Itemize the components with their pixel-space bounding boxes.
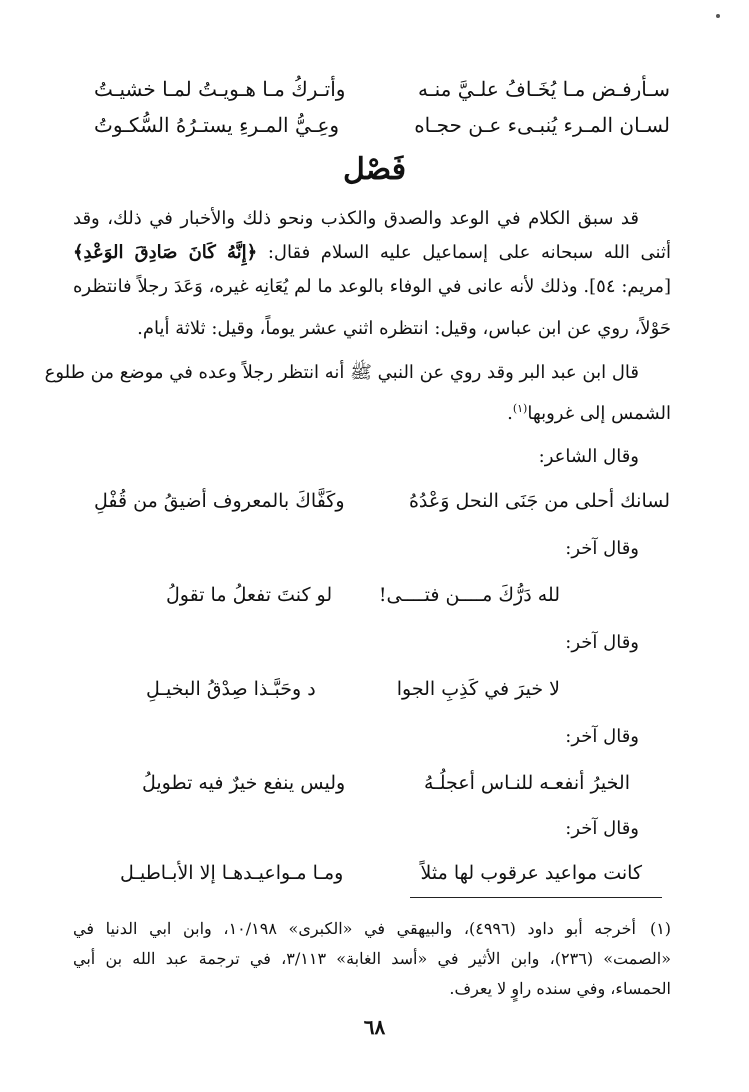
verse-right-hemistich: لسانك أحلى من جَنَى النحل وَعْدُهُ	[408, 490, 670, 512]
verse-right-hemistich: لله دَرُّكَ مــــن فتــــى!	[378, 584, 560, 606]
paragraph-line	[73, 392, 671, 426]
verse-right-hemistich: كانت مواعيد عرقوب لها مثلاً	[420, 862, 642, 884]
page-number: ٦٨	[363, 1015, 386, 1039]
paragraph-line: قد سبق الكلام في الوعد والصدق والكذب ونحو ذلك والأخبار في ذلك، وقد	[73, 208, 639, 229]
corner-dot	[716, 14, 720, 18]
poem-verse	[70, 672, 670, 706]
verse-row	[70, 108, 670, 142]
other-poet-label: وقال آخر:	[565, 632, 639, 653]
paragraph-text: الشمس إلى غروبها	[527, 403, 671, 424]
footnote-reference: (١)	[512, 402, 528, 415]
poet-label: وقال الشاعر:	[538, 446, 639, 467]
other-poet-label: وقال آخر:	[565, 726, 639, 747]
verse-left-hemistich: د وحَبَّـذا صِدْقُ البخيـلِ	[146, 678, 316, 700]
section-title: فَصْل	[342, 152, 407, 187]
footnote-text: أخرجه أبو داود (٤٩٩٦)، والبيهقي في «الكبرى» ١٠/١٩٨، وابن ابي الدنيا في	[73, 919, 636, 938]
verse-left-hemistich: لو كنتَ تفعلُ ما تقولُ	[166, 584, 333, 606]
verse-left-hemistich: وعِـيُّ المـرءِ يستـرُهُ السُّكـوتُ	[94, 113, 340, 137]
verse-right-hemistich: سـأرفـض مـا يُخَـافُ علـيَّ منـه	[418, 77, 670, 101]
footnote-number: (١)	[649, 919, 672, 938]
paragraph-line: حَوْلاً، روي عن ابن عباس، وقيل: انتظره اثني عشر يوماً، وقيل: ثلاثة أيام.	[137, 318, 671, 339]
paragraph-text: أثنى الله سبحانه على إسماعيل عليه السلام فقال:	[267, 242, 671, 263]
footnote-separator	[410, 897, 662, 898]
verse-left-hemistich: ومـا مـواعيـدهـا إلا الأبـاطيـل	[120, 862, 344, 884]
poem-verse	[70, 766, 670, 800]
verse-right-hemistich: لسـان المـرء يُنبـىء عـن حجـاه	[414, 113, 670, 137]
paragraph-line	[73, 236, 671, 270]
poem-verse	[70, 484, 670, 518]
verse-left-hemistich: وكَفَّاكَ بالمعروف أضيقُ من قُفْلِ	[94, 490, 345, 512]
verse-right-hemistich: الخيرُ أنفعـه للنـاس أعجلُـهُ	[423, 772, 630, 794]
quran-quote: ﴿إِنَّهُ كَانَ صَادِقَ الوَعْدِ﴾	[73, 242, 258, 263]
footnote-line: الحمساء، وفي سنده راوٍ لا يعرف.	[449, 979, 671, 998]
verse-left-hemistich: وليس ينفع خيرٌ فيه تطويلُ	[142, 772, 346, 794]
verse-row	[70, 72, 670, 106]
other-poet-label: وقال آخر:	[565, 818, 639, 839]
footnote-line: «الصمت» (٢٣٦)، وابن الأثير في «أسد الغابة» ٣/١١٣، في ترجمة عبد الله بن أبي	[73, 949, 672, 968]
verse-left-hemistich: وأتـركُ مـا هـويـتُ لمـا خشيـتُ	[94, 77, 346, 101]
footnote-line	[73, 914, 671, 944]
other-poet-label: وقال آخر:	[565, 538, 639, 559]
poem-verse	[70, 856, 670, 890]
poem-verse	[70, 578, 670, 612]
paragraph-text: .	[507, 403, 513, 424]
verse-right-hemistich: لا خيرَ في كَذِبِ الجوا	[396, 678, 560, 700]
paragraph-line: قال ابن عبد البر وقد روي عن النبي ﷺ أنه انتظر رجلاً وعده في موضع من طلوع	[44, 362, 639, 383]
paragraph-line: [مريم: ٥٤]. وذلك لأنه عانى في الوفاء بالوعد ما لم يُعَانِه غيره، وَعَدَ رجلاً فانتظره	[73, 276, 672, 297]
